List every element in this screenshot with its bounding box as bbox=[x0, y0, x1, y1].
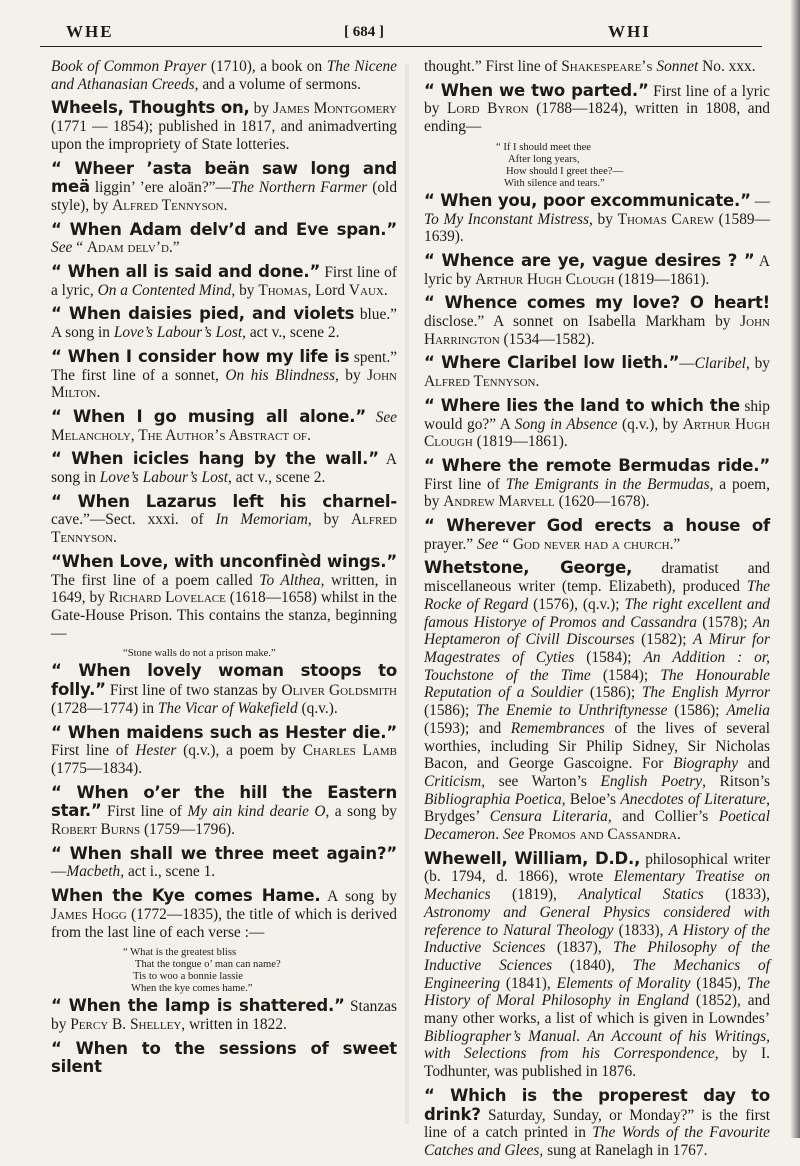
verse-line: That the tongue o’ man can name? bbox=[135, 959, 281, 971]
dictionary-entry: Wheels, Thoughts on, by James Montgomery (1771 — 1854); published in 1817, and animadverting upon the impropriety of State lotteries. bbox=[51, 98, 397, 153]
verse-line: After long years, bbox=[508, 153, 580, 165]
dictionary-entry: “ When daisies pied, and violets blue.” A song in Love’s Labour’s Lost, act v., scene 2. bbox=[51, 304, 398, 342]
dictionary-entry: “ When maidens such as Hester die.” First line of Hester (q.v.), a poem by Charles Lamb (1775—1834). bbox=[51, 722, 398, 777]
dictionary-entry: “ When I consider how my life is spent.” The first line of a sonnet, On his Blindness, by John Milton. bbox=[51, 346, 397, 402]
dictionary-entry: “ When all is said and done.” First line of a lyric, On a Contented Mind, by Thomas, Lord Vaux. bbox=[51, 262, 397, 299]
right-column bbox=[424, 58, 770, 1166]
dictionary-entry: Whetstone, George, dramatist and miscellaneous writer (temp. Elizabeth), produced The Rocke of Regard (1576), (q.v.); The right excellent and famous Historye of Promos and Cassandra (1578); An Heptameron of Civill Discourses (1582); A Mirur for Magestrates of Cyties (1584); An Addition : or, Touchstone of the Time (1584); The Honourable Reputation of a Souldier (1586); The English Myrror (1586); The Enemie to Unthriftynesse (1586); Amelia (1593); and Remembrances of the lives of several worthies, including Sir Philip Sidney, Sir Nicholas Bacon, and George Gascoigne. For Biography and Criticism, see Warton’s English Poetry, Ritson’s Bibliographia Poetica, Beloe’s Anecdotes of Literature, Brydges’ Censura Literaria, and Collier’s Poetical Decameron. See Promos and Cassandra. bbox=[424, 558, 770, 844]
dictionary-entry: “ When you, poor excommunicate.” —To My Inconstant Mistress, by Thomas Carew (1589—1639). bbox=[424, 190, 770, 246]
dictionary-entry: “ Which is the properest day to drink? Saturday, Sunday, or Monday?” is the first line of a catch printed in The Words of the Favourite Catches and Glees, sung at Ranelagh in 1767. bbox=[424, 1085, 770, 1159]
running-head-right: WHI bbox=[608, 22, 651, 41]
dictionary-entry: “ When I go musing all alone.” See Melancholy, The Author’s Abstract of. bbox=[51, 406, 397, 444]
dictionary-entry: “ Wheer ’asta beän saw long and meä liggin’ ’ere aloän?”—The Northern Farmer (old style), by Alfred Tennyson. bbox=[51, 158, 398, 214]
dictionary-entry: “ When lovely woman stoops to folly.” First line of two stanzas by Oliver Goldsmith (1728—1774) in The Vicar of Wakefield (q.v.). bbox=[51, 661, 398, 717]
dictionary-entry: “ When Lazarus left his charnel- cave.”—Sect. xxxi. of In Memoriam, by Alfred Tennyson. bbox=[51, 491, 397, 547]
verse-quotation bbox=[51, 947, 397, 995]
dictionary-entry: “When Love, with unconfinèd wings.” The first line of a poem called To Althea, written, in 1649, by Richard Lovelace (1618—1658) whilst in the Gate-House Prison. This contains the stanza, beginning— bbox=[51, 551, 397, 642]
dictionary-entry: Whewell, William, D.D., philosophical writer (b. 1794, d. 1866), wrote Elementary Treatise on Mechanics (1819), Analytical Statics (1833), Astronomy and General Physics considered with reference to Natural Theology (1833), A History of the Inductive Sciences (1837), The Philosophy of the Inductive Sciences (1840), The Mechanics of Engineering (1841), Elements of Morality (1845), The History of Moral Philosophy in England (1852), and many other works, a list of which is given in Lowndes’ Bibliographer’s Manual. An Account of his Writings, with Selections from his Correspondence, by I. Todhunter, was published in 1876. bbox=[424, 848, 771, 1081]
dictionary-entry: “ Wherever God erects a house of prayer.” See “ God never had a church.” bbox=[424, 516, 770, 553]
dictionary-entry: “ Where lies the land to which the ship would go?” A Song in Absence (q.v.), by Arthur Hugh Clough (1819—1861). bbox=[424, 395, 770, 451]
verse-line: With silence and tears.” bbox=[504, 177, 605, 189]
page-edge-shadow bbox=[790, 0, 800, 1138]
dictionary-entry: “ Whence comes my love? O heart! disclose.” A sonnet on Isabella Markham by John Harrington (1534—1582). bbox=[424, 293, 770, 348]
verse-line: “ What is the greatest bliss bbox=[123, 947, 237, 959]
dictionary-entry: “ Where Claribel low lieth.”—Claribel, by Alfred Tennyson. bbox=[424, 353, 770, 391]
dictionary-entry: “ When the lamp is shattered.” Stanzas by Percy B. Shelley, written in 1822. bbox=[51, 996, 397, 1033]
dictionary-entry: “ When to the sessions of sweet silent bbox=[51, 1038, 397, 1077]
verse-line: Tis to woo a bonnie lassie bbox=[133, 971, 243, 983]
gutter-shadow bbox=[405, 64, 409, 1124]
dictionary-entry: “ When icicles hang by the wall.” A song in Love’s Labour’s Lost, act v., scene 2. bbox=[51, 449, 397, 487]
dictionary-entry: “ When o’er the hill the Eastern star.” First line of My ain kind dearie O, a song by Robert Burns (1759—1796). bbox=[51, 782, 397, 839]
running-head-left: WHE bbox=[66, 22, 114, 41]
dictionary-entry: “ When we two parted.” First line of a lyric by Lord Byron (1788—1824), written in 1808, and ending— bbox=[424, 80, 770, 136]
dictionary-entry: “ Whence are ye, vague desires ? ” A lyric by Arthur Hugh Clough (1819—1861). bbox=[424, 250, 770, 288]
entry-continuation: Book of Common Prayer (1710), a book on The Nicene and Athanasian Creeds, and a volume of sermons. bbox=[51, 58, 397, 93]
dictionary-entry: “ Where the remote Bermudas ride.” First line of The Emigrants in the Bermudas, a poem, by Andrew Marvell (1620—1678). bbox=[424, 455, 771, 511]
header-rule bbox=[40, 46, 762, 47]
dictionary-entry: “ When Adam delv’d and Eve span.” See “ Adam delv’d.” bbox=[51, 219, 397, 257]
verse-quotation bbox=[51, 648, 397, 660]
left-column bbox=[51, 58, 397, 1083]
dictionary-entry: “ When shall we three meet again?” —Macbeth, act i., scene 1. bbox=[51, 843, 397, 881]
verse-line: How should I greet thee?— bbox=[506, 165, 624, 177]
verse-line: When the kye comes hame.” bbox=[131, 983, 253, 995]
verse-quotation bbox=[424, 142, 770, 190]
page-number: [ 684 ] bbox=[344, 24, 384, 40]
dictionary-entry: When the Kye comes Hame. A song by James Hogg (1772—1835), the title of which is derived from the last line of each verse :— bbox=[51, 886, 397, 941]
entry-continuation: thought.” First line of Shakespeare’s Sonnet No. xxx. bbox=[424, 58, 756, 75]
verse-line: “ If I should meet thee bbox=[496, 141, 592, 153]
verse-line: “Stone walls do not a prison make.” bbox=[123, 648, 276, 660]
